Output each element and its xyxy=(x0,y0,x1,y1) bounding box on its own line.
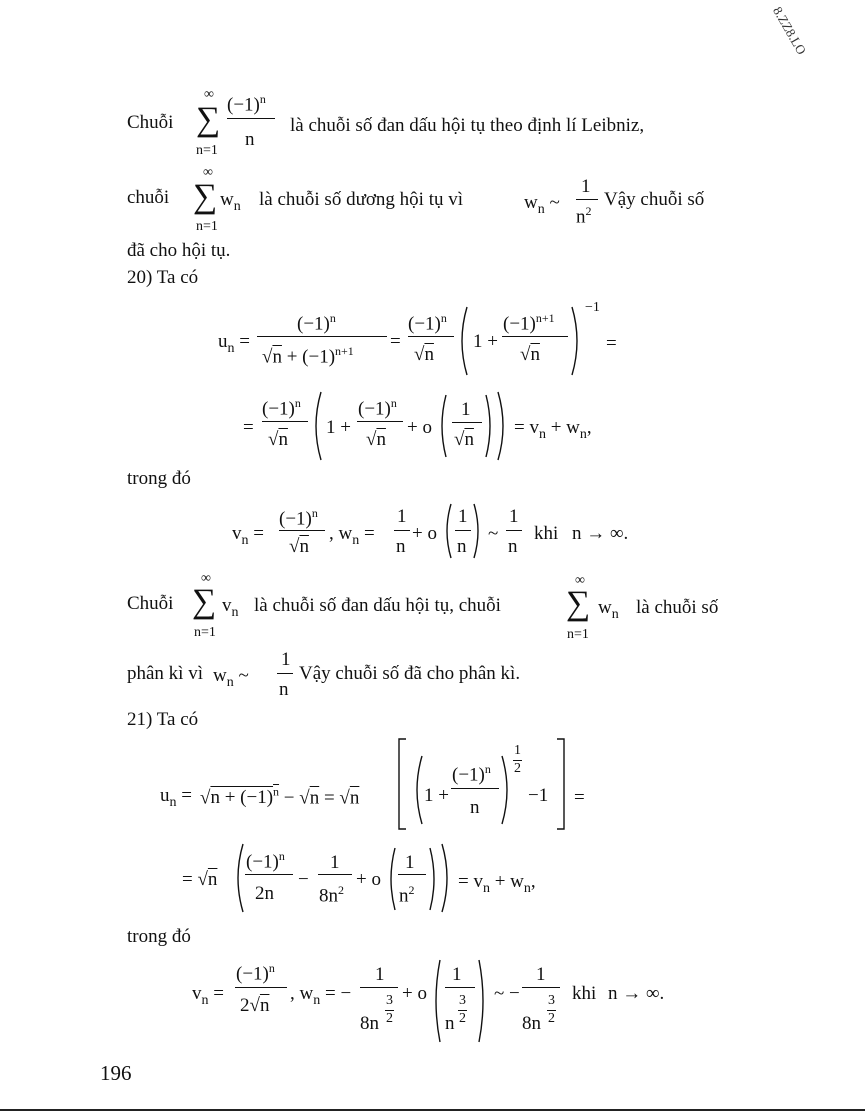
paren-left-6 xyxy=(231,842,245,914)
frac-den-5: √n xyxy=(520,344,540,365)
frac-bar-18 xyxy=(235,987,287,988)
frac-bar-6 xyxy=(262,421,308,422)
frac-den-7: √n xyxy=(366,429,386,450)
frac-num-3: $(-1)^n$ xyxy=(297,311,336,335)
paren-left-7 xyxy=(385,846,397,912)
frac-num-4: $(-1)^n$ xyxy=(408,311,447,335)
paragraph-4-end: là chuỗi số xyxy=(636,597,719,618)
paren-left-5 xyxy=(410,754,424,826)
frac-den-4: √n xyxy=(414,344,434,365)
u-n-label-1: $u_n$ = xyxy=(218,331,250,356)
textbook-page: 8.ZZ8.LO Chuỗi ∞ ∑ n=1 $(-1)^n$ n là chuỗi số đan dấu hội tụ theo định lí Leibniz, chuỗi ∞ ∑ n=1 $w_n$ là chuỗi số dương hội tụ vì $w_n$ ~ 1 $n^2$ Vậy chuỗi số đã cho hội tụ. 20) Ta có $u_n$ = $(-1)^n$ $√n + (-1)^{n+1}$ = $(-1)^n$ √n 1 + $(-1)^{n+1}$ √n −1 = = $(-1)^n$ √n 1 + $(-1)^n$ √n + o 1 √n = $v_n + w_n$, trong đó $v_n$ = $(-1)^n$ √n , $w_n$ = 1 n + o 1 n ~ 1 n khi n → ∞. Chuỗi ∞ ∑ n=1 $v_n$ là chuỗi số đan dấu hội tụ, chuỗi ∞ ∑ n=1 $w_n$ là chuỗi số phân kì vì $w_n$ ~ 1 n Vậy chuỗi số đã cho phân kì. 21) Ta có $u_n$ = $√n + (-1)^n - √n = √n$ 1 + $(-1)^n$ n 1 2 −1 = = √n $(-1)^n$ 2n − 1 $8n^2$ + o 1 $n^2$ = $v_n + w_n$, trong đó $v_n$ = $(-1)^n$ 2√n , $w_n$ = − 1 8n 3 2 + o 1 n 3 2 ~ − 1 8n 3 2 khi n → ∞. 196 xyxy=(0,0,865,1117)
sigma-2: ∑ xyxy=(193,178,218,215)
frac-num-7: $(-1)^n$ xyxy=(358,396,397,420)
sum-upper-1: ∞ xyxy=(204,87,214,102)
bracket-right xyxy=(556,738,566,830)
frac-bar-10 xyxy=(394,530,410,531)
sqrt-expr: $√n + (-1)^n - √n = √n$ xyxy=(200,785,360,809)
paren-right-6 xyxy=(440,842,454,914)
vn-plus-wn-2: = $v_n + w_n$, xyxy=(458,871,536,896)
paren-right-2 xyxy=(496,390,510,462)
section-20-title: 20) Ta có xyxy=(127,267,199,288)
frac-den-1: n xyxy=(245,129,255,150)
frac-bar-16 xyxy=(318,874,352,875)
frac-bar-12 xyxy=(506,530,522,531)
paren-right-5 xyxy=(500,754,514,826)
khi-label-1: khi xyxy=(534,523,559,544)
frac-bar-9 xyxy=(279,530,325,531)
frac-num-1: $(-1)^n$ xyxy=(227,92,266,116)
paren-right-8 xyxy=(477,958,489,1044)
frac-bar-13 xyxy=(277,673,293,674)
sum-lower-2: n=1 xyxy=(196,219,218,234)
frac-bar-5 xyxy=(502,336,568,337)
paren-right-7 xyxy=(428,846,440,912)
khi-label-2: khi xyxy=(572,983,597,1004)
paren-left-8 xyxy=(430,958,442,1044)
frac-den-6: √n xyxy=(268,429,288,450)
vn-plus-wn-1: = $v_n + w_n$, xyxy=(514,417,592,442)
frac-bar-11 xyxy=(455,530,471,531)
section-21-title: 21) Ta có xyxy=(127,709,199,730)
bracket-left xyxy=(397,738,407,830)
paren-left-3 xyxy=(436,393,448,459)
frac-bar-21 xyxy=(522,987,560,988)
sigma-4: ∑ xyxy=(566,585,591,622)
frac-bar-14 xyxy=(451,788,499,789)
page-number: 196 xyxy=(100,1061,132,1085)
frac-bar-2 xyxy=(576,199,598,200)
paragraph-3-text: đã cho hội tụ. xyxy=(127,240,231,261)
w-n-1: $w_n$ xyxy=(220,189,241,214)
frac-bar-8 xyxy=(452,422,482,423)
frac-bar-20 xyxy=(445,987,475,988)
frac-num-6: $(-1)^n$ xyxy=(262,396,301,420)
paren-right-3 xyxy=(484,393,496,459)
sum-lower-1: n=1 xyxy=(196,143,218,158)
paragraph-4-text: là chuỗi số đan dấu hội tụ, chuỗi xyxy=(254,595,501,616)
paragraph-2-text: là chuỗi số dương hội tụ vì xyxy=(259,189,463,210)
frac-bar-19 xyxy=(360,987,398,988)
corner-mark: 8.ZZ8.LO xyxy=(770,4,810,58)
frac-num-9: $(-1)^n$ xyxy=(279,506,318,530)
frac-bar-7 xyxy=(357,421,403,422)
frac-num-5: $(-1)^{n+1}$ xyxy=(503,311,555,335)
paren-left-2 xyxy=(309,390,323,462)
wn-asym: $w_n$ ~ xyxy=(524,192,560,217)
paragraph-5-start: phân kì vì xyxy=(127,663,203,684)
frac-den-3: $√n + (-1)^{n+1}$ xyxy=(262,344,354,368)
paren-left-4 xyxy=(441,502,453,560)
paren-left-1 xyxy=(455,305,469,377)
frac-num-2: 1 xyxy=(581,176,591,197)
sigma-1: ∑ xyxy=(196,101,221,138)
frac-bar-1 xyxy=(227,118,275,119)
trong-do-1: trong đó xyxy=(127,468,191,489)
paragraph-5-end: Vậy chuỗi số đã cho phân kì. xyxy=(299,663,521,684)
sigma-3: ∑ xyxy=(192,583,217,620)
frac-bar-17 xyxy=(398,874,426,875)
chuoi-label-1: Chuỗi xyxy=(127,112,174,133)
chuoi-label-2: chuỗi xyxy=(127,187,170,208)
frac-den-2: $n^2$ xyxy=(576,204,592,228)
chuoi-label-4: Chuỗi xyxy=(127,593,174,614)
paragraph-1-text: là chuỗi số đan dấu hội tụ theo định lí Leibniz, xyxy=(290,115,645,136)
trong-do-2: trong đó xyxy=(127,926,191,947)
paren-right-4 xyxy=(472,502,484,560)
frac-bar-4 xyxy=(408,336,454,337)
frac-bar-3 xyxy=(257,336,387,337)
bottom-rule xyxy=(0,1109,865,1111)
sum-upper-2: ∞ xyxy=(203,165,213,180)
frac-bar-15 xyxy=(245,874,293,875)
paren-right-1 xyxy=(570,305,584,377)
paragraph-2-end: Vậy chuỗi số xyxy=(604,189,705,210)
